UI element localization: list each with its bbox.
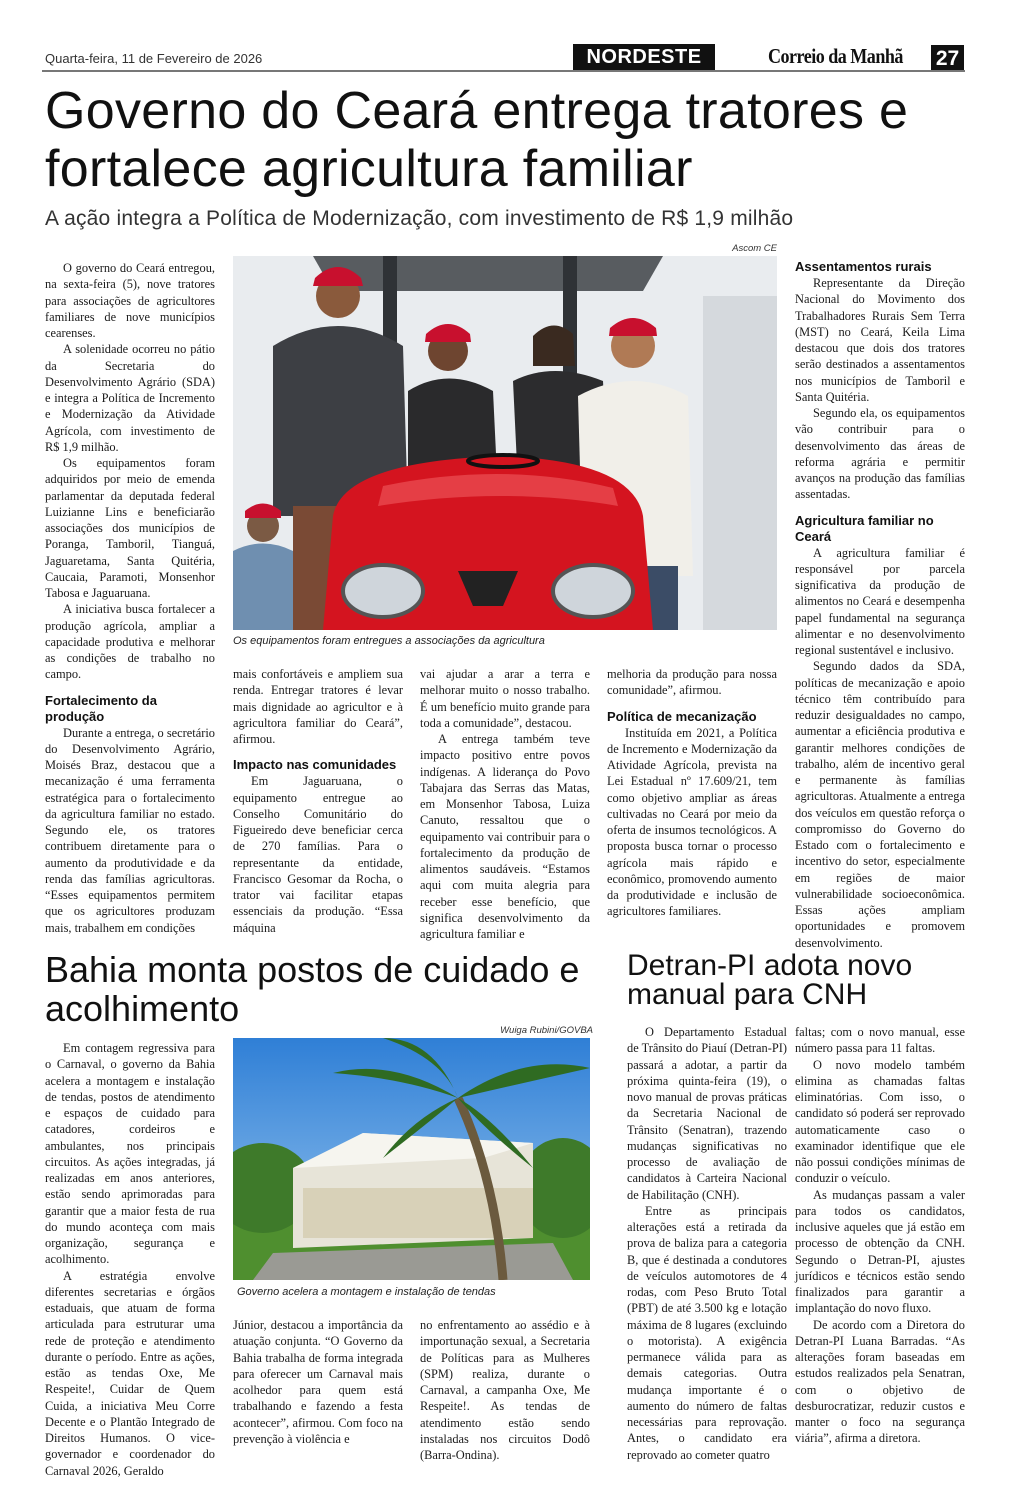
photo-caption: Governo acelera a montagem e instalação de tendas xyxy=(237,1286,496,1298)
photo-credit: Wuiga Rubini/GOVBA xyxy=(500,1025,593,1036)
paragraph: O governo do Ceará entregou, na sexta-feira (5), nove tratores para associações de agricultores familiares de nove municípios cearenses. xyxy=(45,261,215,340)
paragraph: faltas; com o novo manual, esse número passa para 11 faltas. xyxy=(795,1025,965,1056)
photo-caption: Os equipamentos foram entregues a associações da agricultura xyxy=(233,635,545,647)
header-divider xyxy=(42,70,965,72)
page-number: 27 xyxy=(931,45,964,71)
paragraph: no enfrentamento ao assédio e à importunação sexual, a Secretaria de Políticas para as Mulheres (SPM) realiza, durante o Carnaval, a campanha Oxe, Me Respeite!. As tendas de atendimento estão sendo instaladas nos circuitos Dodô (Barra-Ondina). xyxy=(420,1318,590,1462)
section-heading: Política de mecanização xyxy=(607,708,757,724)
paragraph: A estratégia envolve diferentes secretarias e órgãos estaduais, que atuam de forma articulada para estruturar uma rede de proteção e atendimento durante o período. Entre as ações, estão as tendas Oxe, Me Respeite!, Cuidar de Quem Cuida, a iniciativa Meu Corre Decente e o Plantão Integrado de Direitos Humanos. O vice-governador e coordenador do Carnaval 2026, Geraldo xyxy=(45,1268,215,1478)
paragraph: Entre as principais alterações está a retirada da prova de baliza para a categoria B, que é destinada a condutores de veículos automotores de 4 rodas, com Peso Bruto Total (PBT) de até 3.500 kg e lotação máxima de 8 lugares (excluindo o motorista). A exigência permanece válida para as demais categorias. Outra mudança importante é o aumento do número de faltas necessárias para reprovação. Antes, o candidato era reprovado ao cometer quatro xyxy=(627,1203,787,1462)
article-column xyxy=(420,1317,590,1463)
tent-photo xyxy=(233,1038,590,1280)
paragraph: O novo modelo também elimina as chamadas faltas eliminatórias. Com isso, o candidato só poderá ser reprovado automaticamente caso o examinador identifique que ele não possui condições mínimas de conduzir o veículo. xyxy=(795,1057,965,1186)
section-heading: Fortalecimento da produção xyxy=(45,692,157,724)
article-column xyxy=(795,259,965,951)
tractor-photo xyxy=(233,256,777,630)
paragraph: Durante a entrega, o secretário do Desenvolvimento Agrário, Moisés Braz, destacou que a mecanização é uma ferramenta estratégica para o fortalecimento da agricultura familiar no estado. Segundo ele, os tratores contribuem diretamente para o aumento da produtividade e da renda das famílias agricultoras. “Esses equipamentos permitem que os agricultores produzam mais, trabalhem em condições xyxy=(45,725,215,935)
section-label: NORDESTE xyxy=(573,44,715,70)
paragraph: mais confortáveis e ampliem sua renda. Entregar tratores é levar mais dignidade ao agricultor e à agricultora familiar do Ceará”, afirmou. xyxy=(233,667,403,746)
paragraph: Em Jaguaruana, o equipamento entregue ao Conselho Comunitário do Figueiredo deve beneficiar cerca de 270 famílias. Para o representante da entidade, Francisco Gesomar da Rocha, o trator vai facilitar etapas essenciais da produção. “Essa máquina xyxy=(233,774,403,935)
bahia-headline: Bahia monta postos de cuidado e acolhimento xyxy=(45,949,580,1029)
photo-credit: Ascom CE xyxy=(732,243,777,254)
paragraph: melhoria da produção para nossa comunidade”, afirmou. xyxy=(607,667,777,698)
paragraph: Segundo dados da SDA, políticas de mecanização e apoio técnico têm contribuído para reduzir desigualdades no campo, aumentar a eficiência produtiva e garantir melhores condições de trabalho, além de incentivo geral e permanente às famílias agricultoras. Atualmente a entrega dos veículos em questão reforça o compromisso do Governo do Estado com o fortalecimento e incentivo do setor, especialmente em regiões de maior vulnerabilidade socioeconômica. Essas ações ampliam oportunidades e promovem desenvolvimento. xyxy=(795,659,965,950)
article-column xyxy=(420,666,590,942)
newspaper-logo: Correio da Manhã xyxy=(768,44,903,68)
paragraph: Segundo ela, os equipamentos vão contribuir para o desenvolvimento das áreas de reforma agrária e permitir avanços na produção das famílias assentadas. xyxy=(795,406,965,502)
main-subtitle: A ação integra a Política de Modernização, com investimento de R$ 1,9 milhão xyxy=(45,207,794,230)
section-heading: Assentamentos rurais xyxy=(795,259,932,274)
detran-headline: Detran-PI adota novo manual para CNH xyxy=(627,949,913,1011)
article-column xyxy=(45,260,215,936)
paragraph: Em contagem regressiva para o Carnaval, o governo da Bahia acelera a montagem e instalação de tendas, postos de atendimento e espaços de cuidado para catadores, cordeiros e ambulantes, nos principais circuitos. As ações integradas, já realizadas em anos anteriores, estão sendo aprimoradas para garantir que a maior festa de rua do mundo aconteça com mais organização, segurança e acolhimento. xyxy=(45,1041,215,1267)
article-column xyxy=(233,1317,403,1447)
article-column xyxy=(607,666,777,920)
main-headline: Governo do Ceará entrega tratores e fortalece agricultura familiar xyxy=(45,82,909,198)
article-column xyxy=(627,1024,787,1463)
paragraph: Os equipamentos foram adquiridos por meio de emenda parlamentar da deputada federal Luizianne Lins e beneficiarão associações dos municípios de Poranga, Tamboril, Tianguá, Jaguaretama, Santa Quitéria, Caucaia, Paramoti, Monsenhor Tabosa e Jaguaruana. xyxy=(45,456,215,600)
paragraph: As mudanças passam a valer para todos os candidatos, inclusive aqueles que já estão em processo de obtenção da CNH. Segundo o Detran-PI, ajustes jurídicos e técnicos estão sendo finalizados para garantir a implantação do novo fluxo. xyxy=(795,1187,965,1316)
article-column xyxy=(45,1040,215,1479)
article-column xyxy=(233,666,403,936)
paragraph: Júnior, destacou a importância da atuação conjunta. “O Governo da Bahia trabalha de forma integrada para oferecer um Carnaval mais acolhedor para quem está trabalhando e fazendo a festa acontecer”, afirmou. Com foco na prevenção à violência e xyxy=(233,1318,403,1446)
section-heading: Agricultura familiar no Ceará xyxy=(795,512,934,544)
paragraph: vai ajudar a arar a terra e melhorar muito o nosso trabalho. É um benefício muito grande para toda a comunidade”, destacou. xyxy=(420,667,590,730)
paragraph: O Departamento Estadual de Trânsito do Piauí (Detran-PI) passará a adotar, a partir da próxima quinta-feira (19), o novo manual de provas práticas da Secretaria Nacional de Trânsito (Senatran), trazendo mudanças significativas no processo de avaliação de candidatos à Carteira Nacional de Habilitação (CNH). xyxy=(627,1025,787,1202)
paragraph: A entrega também teve impacto positivo entre povos indígenas. A liderança do Povo Tabajara das Serras das Matas, em Monsenhor Tabosa, Luiza Canuto, ressaltou que o equipamento vai contribuir para o fortalecimento da produção de alimentos saudáveis. “Estamos aqui com muita alegria para receber esse benefício, que significa desenvolvimento da agricultura familiar e xyxy=(420,732,590,941)
paragraph: Representante da Direção Nacional do Movimento dos Trabalhadores Rurais Sem Terra (MST) no Ceará, Keila Lima destacou que dois dos tratores serão destinados a assentamentos nos municípios de Tamboril e Santa Quitéria. xyxy=(795,276,965,404)
paragraph: A agricultura familiar é responsável por parcela significativa da produção de alimentos no Ceará e desempenha papel fundamental na segurança alimentar e no desenvolvimento regional sustentável e inclusivo. xyxy=(795,545,965,657)
section-heading: Impacto nas comunidades xyxy=(233,757,397,773)
paragraph: A iniciativa busca fortalecer a produção agrícola, ampliar a capacidade produtiva e melhorar as condições de trabalho no campo. xyxy=(45,602,215,682)
paragraph: De acordo com a Diretora do Detran-PI Luana Barradas. “As alterações foram baseadas em estudos realizados pela Senatran, com o objetivo de desburocratizar, reduzir custos e manter o foco na segurança viária”, afirma a diretora. xyxy=(795,1317,965,1446)
issue-date: Quarta-feira, 11 de Fevereiro de 2026 xyxy=(45,51,263,66)
paragraph: Instituída em 2021, a Política de Incremento e Modernização da Atividade Agrícola, prevista na Lei Estadual nº 17.609/21, tem como objetivo ampliar as áreas cultivadas no Ceará por meio da oferta de insumos tecnológicos. A proposta busca tornar o processo agrícola mais rápido e econômico, promovendo aumento da produtividade e inclusão de agricultores familiares. xyxy=(607,725,777,919)
paragraph: A solenidade ocorreu no pátio da Secretaria do Desenvolvimento Agrário (SDA) e integra a Política de Incremento e Modernização da Atividade Agrícola, com investimento de R$ 1,9 milhão. xyxy=(45,342,215,454)
article-column xyxy=(795,1024,965,1447)
